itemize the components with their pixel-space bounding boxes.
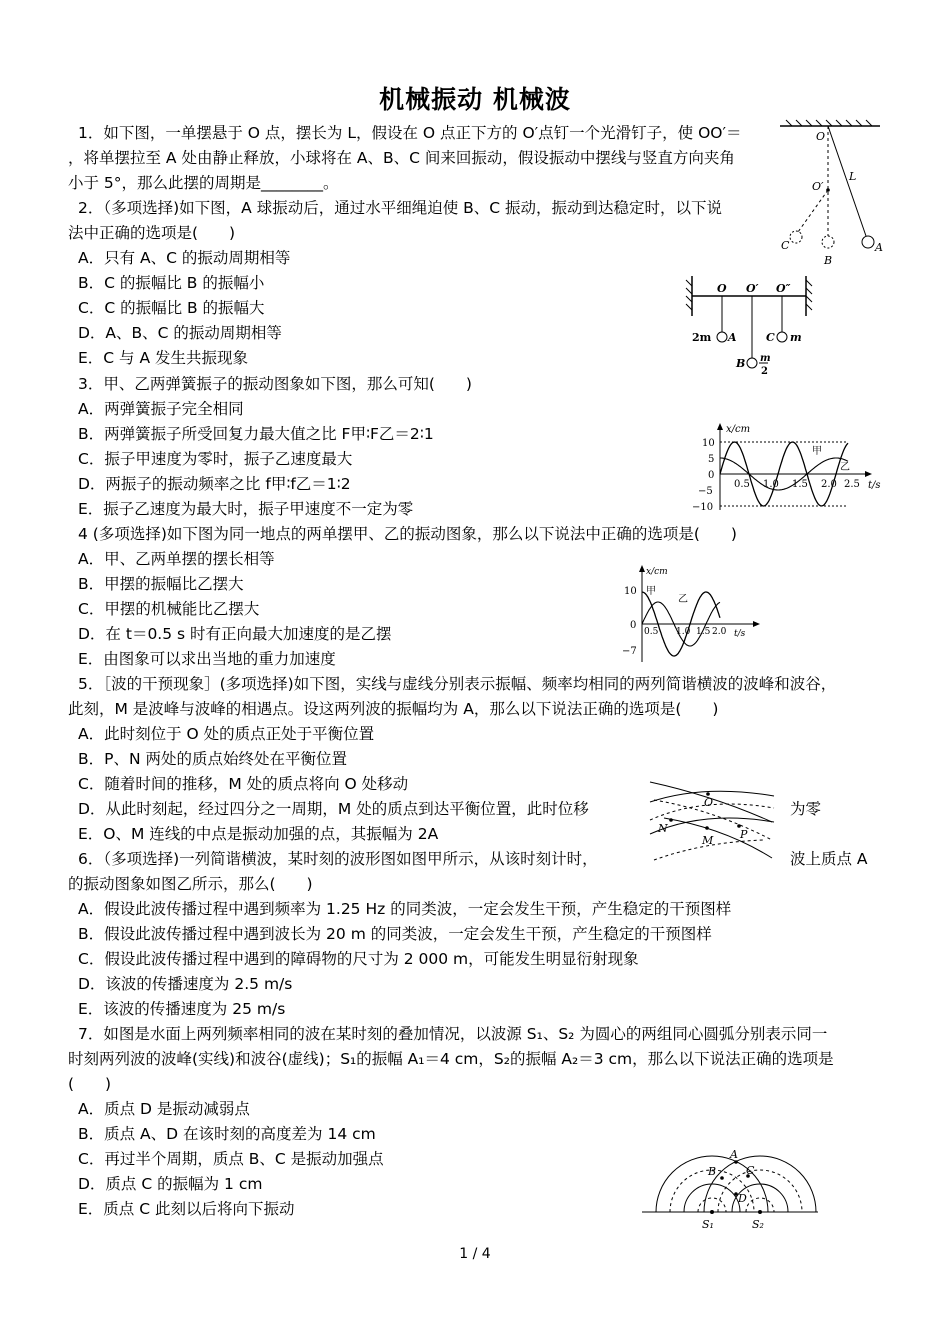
q7-line-3: ( ): [68, 1075, 112, 1093]
q3-option-e: E．振子乙速度为最大时，振子甲速度不一定为零: [78, 500, 414, 518]
q4-option-c: C．甲摆的机械能比乙摆大: [78, 600, 260, 618]
q3-fig-ytick: 0: [708, 470, 715, 481]
q2-option-b: B．C 的振幅比 B 的振幅小: [78, 274, 265, 292]
q2-fig-mass-b-num: m: [760, 353, 771, 364]
q5-option-e: E．O、M 连线的中点是振动加强的点，其振幅为 2A: [78, 825, 439, 843]
q4-fig-label-yi: 乙: [678, 594, 688, 605]
q7-fig-label-s2: S₂: [752, 1218, 764, 1231]
q3-fig-ytick: −5: [698, 486, 713, 497]
q3-fig-xtick: 0.5: [734, 479, 750, 490]
q4-option-d: D．在 t＝0.5 s 时有正向最大加速度的是乙摆: [78, 625, 392, 643]
q1-line-2: ，将单摆拉至 A 处由静止释放，小球将在 A、B、C 间来回振动，假设振动中摆线与竖直方向夹角: [68, 149, 735, 167]
q3-option-c: C．振子甲速度为零时，振子乙速度最大: [78, 450, 353, 468]
q3-fig-ytick: 5: [708, 454, 715, 465]
q1-fig-label-l: L: [849, 170, 857, 183]
q2-fig-label-b: B: [736, 357, 746, 370]
q2-fig-label-o-prime: O′: [746, 282, 759, 295]
q4-fig-xtick: 2.0: [712, 627, 727, 637]
q2-fig-mass-a: 2m: [692, 331, 712, 344]
q3-fig-ytick: 10: [702, 438, 715, 449]
q1-fig-label-c: C: [781, 239, 790, 252]
q4-fig-xtick: 1.0: [676, 627, 691, 637]
q6-line-2: 的振动图象如图乙所示，那么( ): [68, 875, 313, 893]
q6-option-c: C．假设此波传播过程中遇到的障碍物的尺寸为 2 000 m，可能发生明显衍射现象: [78, 950, 639, 968]
q3-fig-xtick: 1.5: [792, 479, 808, 490]
q2-fig-label-a: A: [728, 331, 737, 344]
q1-fig-label-o: O: [816, 130, 826, 143]
q3-fig-label-yi: 乙: [840, 462, 850, 473]
q5-line-1: 5．［波的干预现象］(多项选择)如下图，实线与虚线分别表示振幅、频率均相同的两列简谐横波的波峰和波谷，: [78, 675, 837, 693]
q4-option-b: B．甲摆的振幅比乙摆大: [78, 575, 244, 593]
q5-line-2: 此刻，M 是波峰与波峰的相遇点。设这两列波的振幅均为 A，那么以下说法正确的选项是( ): [68, 700, 719, 718]
q5-interference-figure: [644, 776, 778, 864]
q5-option-d-tail: 为零: [790, 800, 822, 818]
q4-fig-xlabel: t/s: [734, 629, 746, 639]
q5-option-a: A．此时刻位于 O 处的质点正处于平衡位置: [78, 725, 375, 743]
q3-option-a: A．两弹簧振子完全相同: [78, 400, 244, 418]
page-number: 1 / 4: [459, 1246, 491, 1262]
q4-option-a: A．甲、乙两单摆的摆长相等: [78, 550, 275, 568]
q4-fig-ytick: 10: [624, 586, 637, 597]
q7-option-c: C．再过半个周期，质点 B、C 是振动加强点: [78, 1150, 384, 1168]
q5-fig-label-n: N: [658, 822, 668, 835]
q4-pendulum-graph: [616, 562, 766, 666]
q7-fig-label-a: A: [730, 1148, 738, 1161]
q4-fig-xtick: 1.5: [696, 627, 711, 637]
q6-option-b: B．假设此波传播过程中遇到波长为 20 m 的同类波，一定会发生干预，产生稳定的干预图样: [78, 925, 712, 943]
q6-option-d: D．该波的传播速度为 2.5 m/s: [78, 975, 293, 993]
q4-fig-ylabel: x/cm: [646, 567, 668, 577]
q5-option-b: B．P、N 两处的质点始终处在平衡位置: [78, 750, 348, 768]
q5-option-c: C．随着时间的推移，M 处的质点将向 O 处移动: [78, 775, 409, 793]
q3-line-1: 3．甲、乙两弹簧振子的振动图象如下图，那么可知( ): [78, 375, 472, 393]
q3-fig-xtick: 2.5: [844, 479, 860, 490]
q2-fig-mass-b-den: 2: [761, 366, 768, 377]
q1-fig-label-a: A: [875, 241, 883, 254]
q7-line-1: 7．如图是水面上两列频率相同的波在某时刻的叠加情况，以波源 S₁、S₂ 为圆心的两组同心圆弧分别表示同一: [78, 1025, 828, 1043]
q1-fig-label-o-prime: O′: [812, 180, 824, 193]
q7-option-a: A．质点 D 是振动减弱点: [78, 1100, 250, 1118]
q5-option-d: D．从此时刻起，经过四分之一周期，M 处的质点到达平衡位置，此时位移: [78, 800, 589, 818]
q4-fig-ytick: −7: [622, 646, 637, 657]
q1-pendulum-figure: [776, 118, 886, 268]
q4-fig-ytick: 0: [630, 620, 637, 631]
q2-fig-label-o-double-prime: O″: [776, 282, 791, 295]
q3-fig-label-jia: 甲: [812, 446, 822, 457]
q5-fig-label-m: M: [702, 834, 714, 847]
q3-fig-xlabel: t/s: [868, 480, 881, 491]
q4-line-1: 4 (多项选择)如下图为同一地点的两单摆甲、乙的振动图象，那么以下说法中正确的选项是( ): [78, 525, 737, 543]
q3-fig-xtick: 2.0: [821, 479, 837, 490]
q2-option-a: A．只有 A、C 的振动周期相等: [78, 249, 291, 267]
q7-fig-label-c: C: [746, 1164, 755, 1177]
q3-oscillation-graph: [688, 420, 884, 512]
q7-two-source-figure: [640, 1142, 820, 1234]
q4-fig-label-jia: 甲: [646, 586, 656, 597]
q2-fig-label-c: C: [766, 331, 775, 344]
q2-fig-mass-c: m: [790, 331, 802, 344]
q2-option-d: D．A、B、C 的振动周期相等: [78, 324, 282, 342]
q3-option-b: B．两弹簧振子所受回复力最大值之比 F甲∶F乙＝2∶1: [78, 425, 434, 443]
q5-fig-label-p: P: [740, 828, 748, 841]
q7-fig-label-b: B: [708, 1165, 717, 1178]
q1-fig-label-b: B: [824, 254, 833, 267]
q5-fig-label-o: O: [704, 796, 714, 809]
page-title: 机械振动 机械波: [379, 85, 571, 114]
q2-option-e: E．C 与 A 发生共振现象: [78, 349, 249, 367]
q1-line-3: 小于 5°，那么此摆的周期是________。: [68, 174, 339, 192]
q7-fig-label-d: D: [738, 1192, 747, 1205]
q2-coupled-pendulum-figure: [684, 272, 814, 380]
q6-option-a: A．假设此波传播过程中遇到频率为 1.25 Hz 的同类波，一定会发生干预，产生稳定的干预图样: [78, 900, 732, 918]
q7-option-e: E．质点 C 此刻以后将向下振动: [78, 1200, 295, 1218]
q3-fig-ylabel: x/cm: [726, 424, 751, 435]
q6-option-e: E．该波的传播速度为 25 m/s: [78, 1000, 286, 1018]
q2-line-1: 2．（多项选择)如下图，A 球振动后，通过水平细绳迫使 B、C 振动，振动到达稳定时，以下说: [78, 199, 723, 217]
q4-option-e: E．由图象可以求出当地的重力加速度: [78, 650, 336, 668]
q6-line-1: 6．（多项选择)一列简谐横波，某时刻的波形图如图甲所示，从该时刻计时，: [78, 850, 598, 868]
q3-option-d: D．两振子的振动频率之比 f甲∶f乙＝1∶2: [78, 475, 351, 493]
q7-option-d: D．质点 C 的振幅为 1 cm: [78, 1175, 263, 1193]
q7-fig-label-s1: S₁: [702, 1218, 714, 1231]
q2-option-c: C．C 的振幅比 B 的振幅大: [78, 299, 265, 317]
q2-line-2: 法中正确的选项是( ): [68, 224, 236, 242]
q6-line-1-tail: 波上质点 A: [790, 850, 868, 868]
q1-line-1: 1．如下图，一单摆悬于 O 点，摆长为 L，假设在 O 点正下方的 O′点钉一个光滑钉子，使 OO′＝: [78, 124, 742, 142]
q7-option-b: B．质点 A、D 在该时刻的高度差为 14 cm: [78, 1125, 376, 1143]
q7-line-2: 时刻两列波的波峰(实线)和波谷(虚线)；S₁的振幅 A₁＝4 cm，S₂的振幅 A₂＝3 cm，那么以下说法正确的选项是: [68, 1050, 834, 1068]
q2-fig-label-o: O: [717, 282, 727, 295]
q4-fig-xtick: 0.5: [644, 627, 659, 637]
q3-fig-xtick: 1.0: [763, 479, 779, 490]
q3-fig-ytick: −10: [692, 502, 714, 512]
